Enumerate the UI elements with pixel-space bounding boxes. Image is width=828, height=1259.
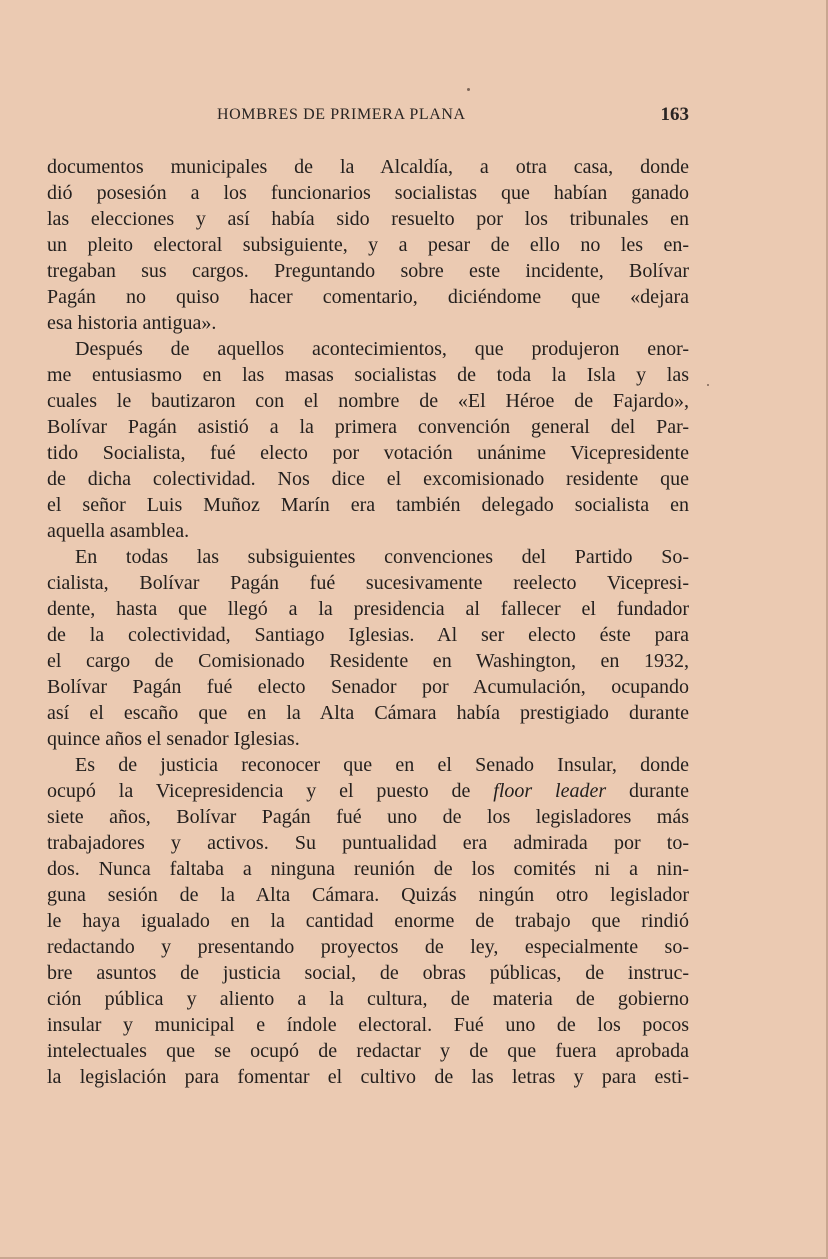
text-line: las elecciones y así había sido resuelto por los tribunales en bbox=[47, 208, 689, 230]
text-line: insular y municipal e índole electoral. Fué uno de los pocos bbox=[47, 1014, 689, 1036]
text-line: En todas las subsiguientes convenciones del Partido So- bbox=[75, 546, 689, 568]
text-line: redactando y presentando proyectos de ley, especialmente so- bbox=[47, 936, 689, 958]
text-line: la legislación para fomentar el cultivo de las letras y para esti- bbox=[47, 1066, 689, 1088]
text-line: documentos municipales de la Alcaldía, a otra casa, donde bbox=[47, 156, 689, 178]
text-line-floor-leader bbox=[47, 778, 689, 804]
text-line: tido Socialista, fué electo por votación unánime Vicepresidente bbox=[47, 442, 689, 464]
running-title: HOMBRES DE PRIMERA PLANA bbox=[217, 106, 466, 123]
text-line: trabajadores y activos. Su puntualidad era admirada por to- bbox=[47, 832, 689, 854]
ink-speck bbox=[707, 384, 709, 386]
body-text bbox=[47, 154, 689, 1090]
text-line: el señor Luis Muñoz Marín era también delegado socialista en bbox=[47, 494, 689, 516]
ink-speck bbox=[467, 88, 470, 91]
text-line: Pagán no quiso hacer comentario, diciéndome que «dejara bbox=[47, 286, 689, 308]
italic-term: floor leader bbox=[493, 780, 607, 802]
text-segment: ocupó la Vicepresidencia y el puesto de bbox=[47, 780, 494, 802]
text-line: esa historia antigua». bbox=[47, 312, 217, 334]
text-line: de dicha colectividad. Nos dice el excomisionado residente que bbox=[47, 468, 689, 490]
page-number: 163 bbox=[660, 104, 689, 125]
text-line: quince años el senador Iglesias. bbox=[47, 728, 300, 750]
text-line: un pleito electoral subsiguiente, y a pesar de ello no les en- bbox=[47, 234, 689, 256]
text-line: de la colectividad, Santiago Iglesias. Al ser electo éste para bbox=[47, 624, 689, 646]
text-segment: durante bbox=[606, 780, 689, 802]
text-line: intelectuales que se ocupó de redactar y de que fuera aprobada bbox=[47, 1040, 689, 1062]
text-line: le haya igualado en la cantidad enorme de trabajo que rindió bbox=[47, 910, 689, 932]
text-line: guna sesión de la Alta Cámara. Quizás ningún otro legislador bbox=[47, 884, 689, 906]
text-line: siete años, Bolívar Pagán fué uno de los legisladores más bbox=[47, 806, 689, 828]
text-line: tregaban sus cargos. Preguntando sobre este incidente, Bolívar bbox=[47, 260, 689, 282]
text-line: así el escaño que en la Alta Cámara había prestigiado durante bbox=[47, 702, 689, 724]
text-line: ción pública y aliento a la cultura, de materia de gobierno bbox=[47, 988, 689, 1010]
running-head bbox=[47, 106, 689, 130]
text-line: cialista, Bolívar Pagán fué sucesivamente reelecto Vicepresi- bbox=[47, 572, 689, 594]
text-line: Bolívar Pagán fué electo Senador por Acumulación, ocupando bbox=[47, 676, 689, 698]
text-line: dos. Nunca faltaba a ninguna reunión de los comités ni a nin- bbox=[47, 858, 689, 880]
text-line: Es de justicia reconocer que en el Senado Insular, donde bbox=[75, 754, 689, 776]
text-line: dente, hasta que llegó a la presidencia al fallecer el fundador bbox=[47, 598, 689, 620]
text-line: cuales le bautizaron con el nombre de «El Héroe de Fajardo», bbox=[47, 390, 689, 412]
text-line: Bolívar Pagán asistió a la primera convención general del Par- bbox=[47, 416, 689, 438]
text-line: me entusiasmo en las masas socialistas de toda la Isla y las bbox=[47, 364, 689, 386]
text-line: dió posesión a los funcionarios socialistas que habían ganado bbox=[47, 182, 689, 204]
text-line: aquella asamblea. bbox=[47, 520, 190, 542]
text-line: Después de aquellos acontecimientos, que produjeron enor- bbox=[75, 338, 689, 360]
text-line: bre asuntos de justicia social, de obras públicas, de instruc- bbox=[47, 962, 689, 984]
text-line: el cargo de Comisionado Residente en Washington, en 1932, bbox=[47, 650, 689, 672]
